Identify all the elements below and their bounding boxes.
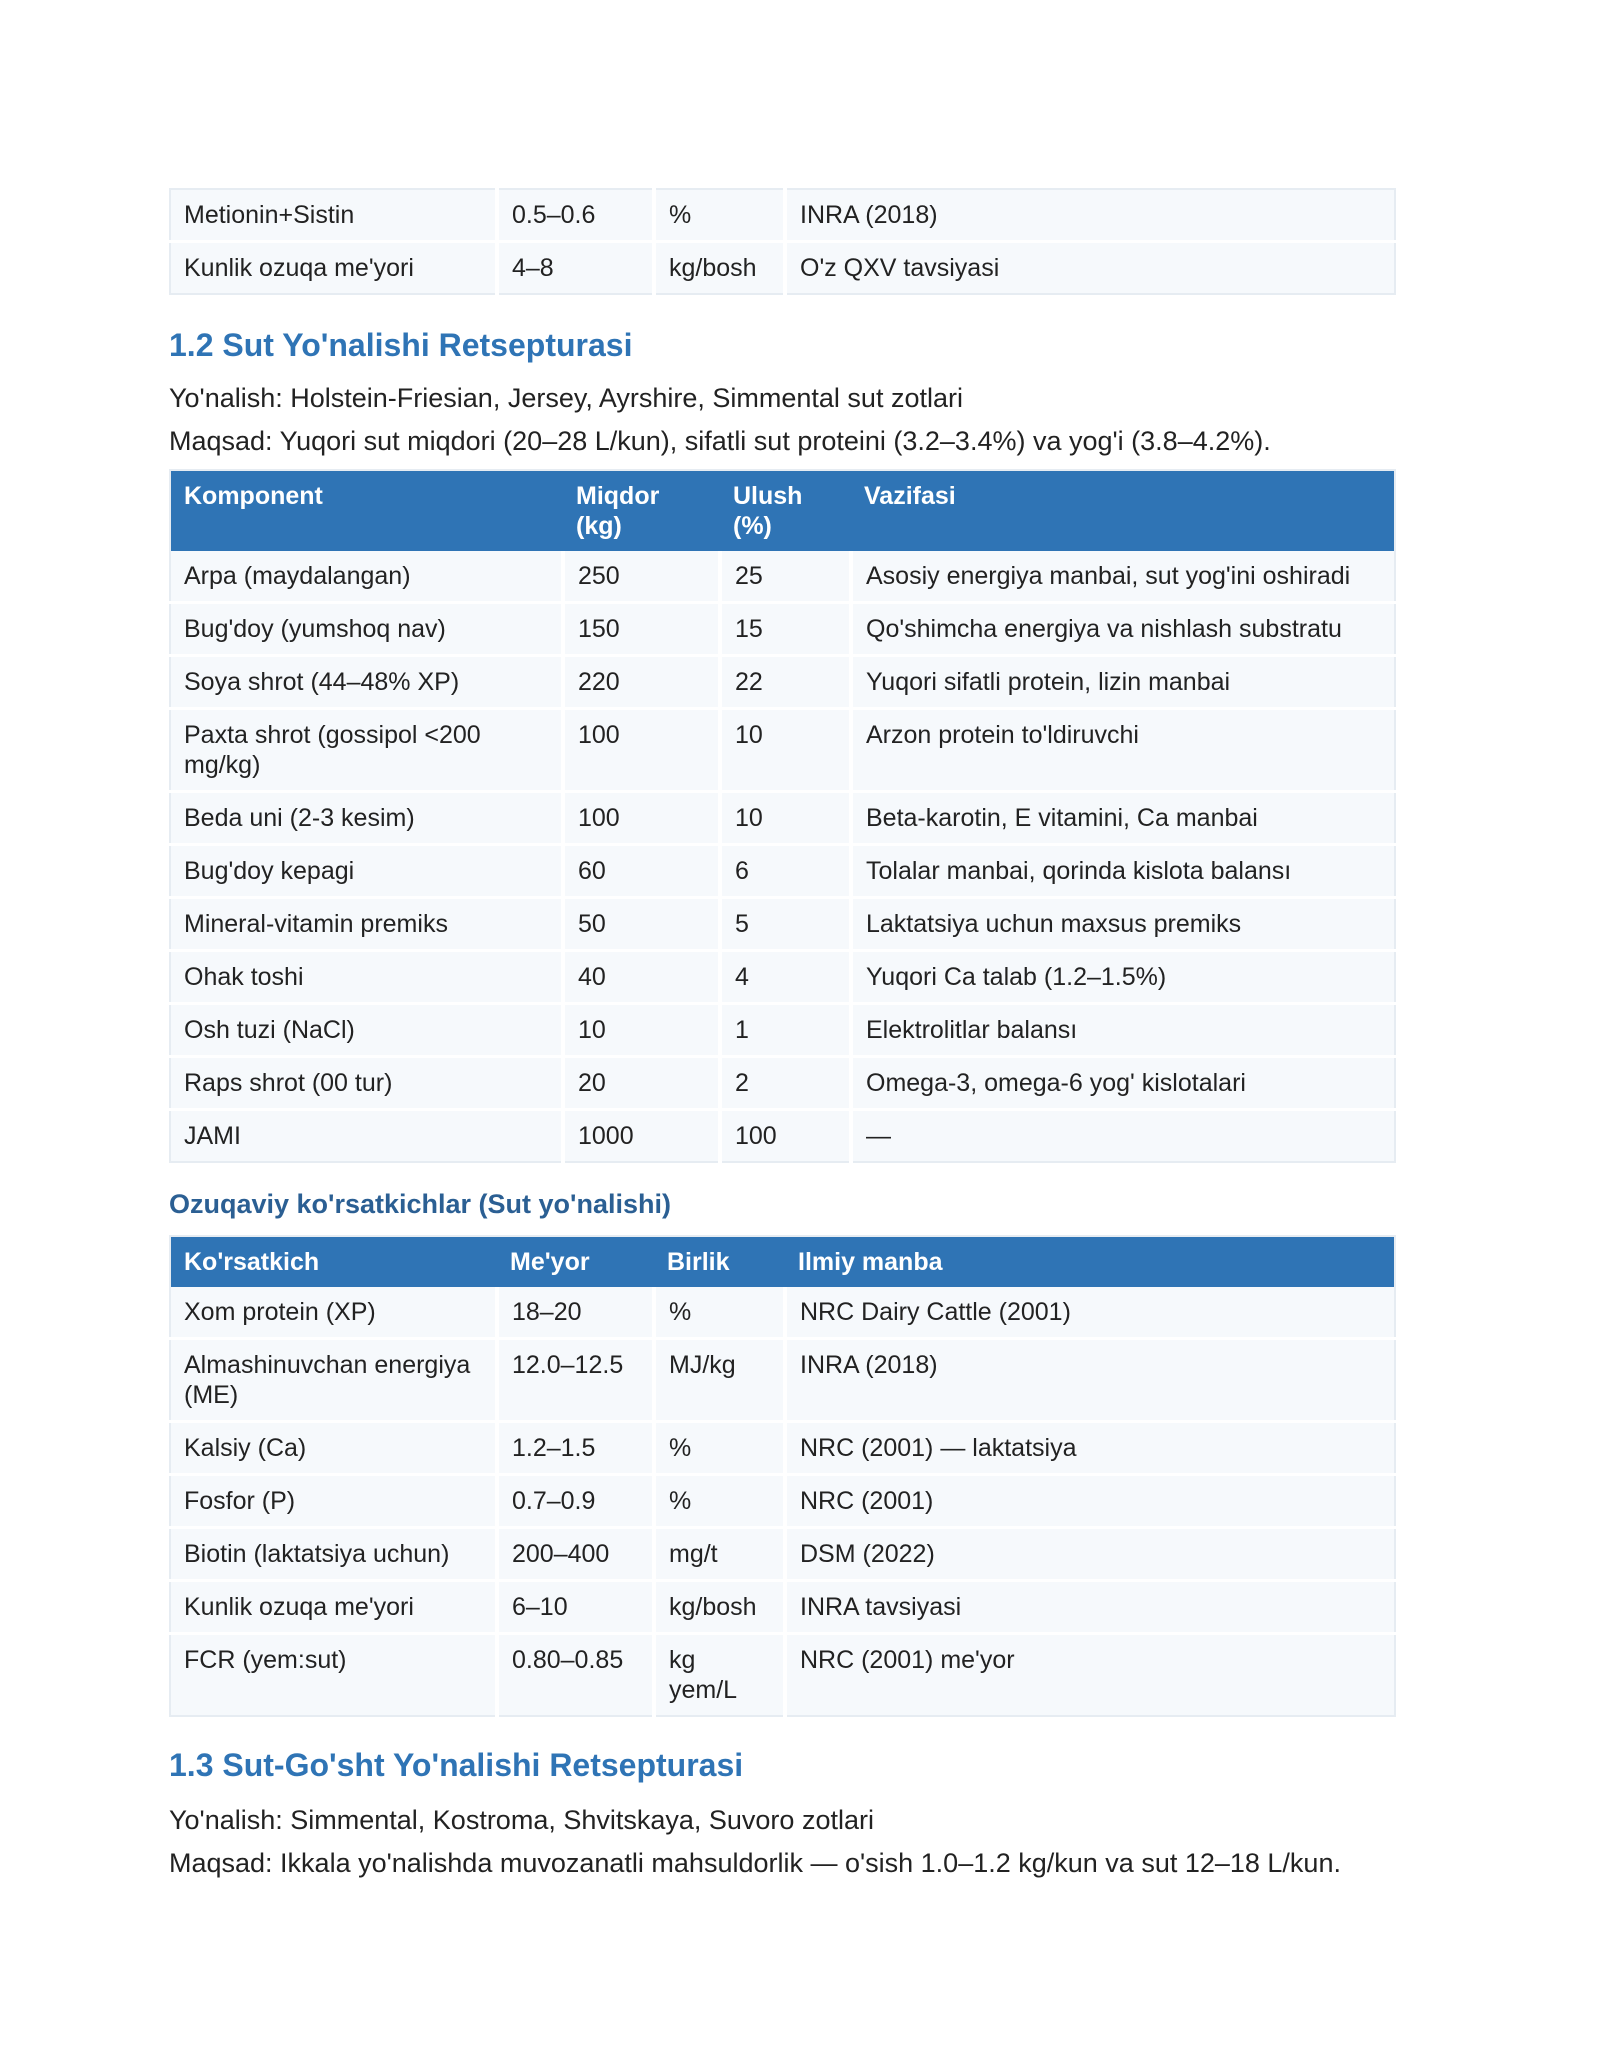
column-header: Vazifasi <box>851 470 1395 551</box>
recipe-table <box>169 469 1396 1163</box>
table-cell: % <box>654 1287 785 1339</box>
table-cell: NRC (2001) me'yor <box>785 1634 1395 1717</box>
table-cell: NRC (2001) <box>785 1475 1395 1528</box>
table-cell: INRA tavsiyasi <box>785 1581 1395 1634</box>
table-cell: Asosiy energiya manbai, sut yog'ini oshiradi <box>851 551 1395 603</box>
table-row <box>170 792 1395 845</box>
table-cell: INRA (2018) <box>785 189 1395 242</box>
column-header: Me'yor <box>497 1236 654 1287</box>
table-cell: 200–400 <box>497 1528 654 1581</box>
table-cell: Kunlik ozuqa me'yori <box>170 242 497 295</box>
table-cell: Arzon protein to'ldiruvchi <box>851 709 1395 792</box>
table-cell: Paxta shrot (gossipol <200 mg/kg) <box>170 709 563 792</box>
table-cell: Bug'doy kepagi <box>170 845 563 898</box>
table-cell: 100 <box>563 792 720 845</box>
table-row <box>170 603 1395 656</box>
goal-text-1-2: Maqsad: Yuqori sut miqdori (20–28 L/kun), sifatli sut proteini (3.2–3.4%) va yog'i (3.8–4.2%). <box>169 426 1271 456</box>
section-title-1-3: 1.3 Sut-Go'sht Yo'nalishi Retsepturasi <box>169 1747 744 1783</box>
table-cell: DSM (2022) <box>785 1528 1395 1581</box>
table-cell: Kalsiy (Ca) <box>170 1422 497 1475</box>
table-row <box>170 1422 1395 1475</box>
table-cell: 250 <box>563 551 720 603</box>
table-cell: FCR (yem:sut) <box>170 1634 497 1717</box>
table-cell: 2 <box>720 1057 851 1110</box>
table-cell: Fosfor (P) <box>170 1475 497 1528</box>
table-row <box>170 1004 1395 1057</box>
table-cell: O'z QXV tavsiyasi <box>785 242 1395 295</box>
column-header: Komponent <box>170 470 563 551</box>
table-cell: kg/bosh <box>654 1581 785 1634</box>
table-row <box>170 1110 1395 1163</box>
table-row <box>170 1475 1395 1528</box>
table-cell: Raps shrot (00 tur) <box>170 1057 563 1110</box>
table-cell: 10 <box>720 792 851 845</box>
table-cell: Tolalar manbai, qorinda kislota balansı <box>851 845 1395 898</box>
goal-text-1-3: Maqsad: Ikkala yo'nalishda muvozanatli mahsuldorlik — o'sish 1.0–1.2 kg/kun va sut 12–18 L/kun. <box>169 1848 1341 1878</box>
column-header: Ulush (%) <box>720 470 851 551</box>
table-cell: MJ/kg <box>654 1339 785 1422</box>
table-cell: 40 <box>563 951 720 1004</box>
table-cell: 1 <box>720 1004 851 1057</box>
table-cell: 100 <box>563 709 720 792</box>
table-row <box>170 951 1395 1004</box>
nutrition-section-title: Ozuqaviy ko'rsatkichlar (Sut yo'nalishi) <box>169 1189 671 1219</box>
table-cell: 60 <box>563 845 720 898</box>
table-cell: 100 <box>720 1110 851 1163</box>
table-cell: Soya shrot (44–48% XP) <box>170 656 563 709</box>
table-cell: 50 <box>563 898 720 951</box>
table-cell: mg/t <box>654 1528 785 1581</box>
table-cell: Metionin+Sistin <box>170 189 497 242</box>
table-row <box>170 1287 1395 1339</box>
page-content <box>169 188 1394 1885</box>
table-row <box>170 656 1395 709</box>
table-row <box>170 1057 1395 1110</box>
table-cell: 15 <box>720 603 851 656</box>
table-row <box>170 898 1395 951</box>
table-cell: 25 <box>720 551 851 603</box>
table-cell: 4–8 <box>497 242 654 295</box>
table-cell: Beta-karotin, E vitamini, Ca manbai <box>851 792 1395 845</box>
table-cell: 4 <box>720 951 851 1004</box>
table-cell: INRA (2018) <box>785 1339 1395 1422</box>
table-cell: Yuqori sifatli protein, lizin manbai <box>851 656 1395 709</box>
table-cell: Laktatsiya uchun maxsus premiks <box>851 898 1395 951</box>
table-cell: 6 <box>720 845 851 898</box>
table-row <box>170 845 1395 898</box>
table-row <box>170 551 1395 603</box>
table-cell: % <box>654 1475 785 1528</box>
table-cell: % <box>654 189 785 242</box>
section-title-1-2: 1.2 Sut Yo'nalishi Retsepturasi <box>169 327 633 363</box>
table-cell: 20 <box>563 1057 720 1110</box>
table-cell: 0.80–0.85 <box>497 1634 654 1717</box>
table-cell: 6–10 <box>497 1581 654 1634</box>
table-cell: Mineral-vitamin premiks <box>170 898 563 951</box>
table-row <box>170 1634 1395 1717</box>
direction-text-1-3: Yo'nalish: Simmental, Kostroma, Shvitskaya, Suvoro zotlari <box>169 1805 874 1835</box>
column-header: Ko'rsatkich <box>170 1236 497 1287</box>
table-cell: 1.2–1.5 <box>497 1422 654 1475</box>
table-cell: 1000 <box>563 1110 720 1163</box>
table-cell: kg/bosh <box>654 242 785 295</box>
table-cell: 150 <box>563 603 720 656</box>
table-cell: Elektrolitlar balansı <box>851 1004 1395 1057</box>
table-cell: NRC Dairy Cattle (2001) <box>785 1287 1395 1339</box>
table-cell: Qo'shimcha energiya va nishlash substratu <box>851 603 1395 656</box>
column-header: Birlik <box>654 1236 785 1287</box>
table-cell: 10 <box>720 709 851 792</box>
table-row <box>170 1528 1395 1581</box>
table-cell: Xom protein (XP) <box>170 1287 497 1339</box>
table-row <box>170 709 1395 792</box>
table-cell: % <box>654 1422 785 1475</box>
table-cell: Biotin (laktatsiya uchun) <box>170 1528 497 1581</box>
table-cell: 12.0–12.5 <box>497 1339 654 1422</box>
table-cell: JAMI <box>170 1110 563 1163</box>
table-row <box>170 189 1395 242</box>
table-cell: Osh tuzi (NaCl) <box>170 1004 563 1057</box>
table-cell: 5 <box>720 898 851 951</box>
column-header: Ilmiy manba <box>785 1236 1395 1287</box>
table-cell: Yuqori Ca talab (1.2–1.5%) <box>851 951 1395 1004</box>
nutrition-table <box>169 1235 1396 1717</box>
table-cell: Bug'doy (yumshoq nav) <box>170 603 563 656</box>
table-cell: Ohak toshi <box>170 951 563 1004</box>
nutrition-table-header <box>170 1236 1395 1287</box>
table-row <box>170 242 1395 295</box>
table-cell: Beda uni (2-3 kesim) <box>170 792 563 845</box>
table-row <box>170 1581 1395 1634</box>
table-cell: 10 <box>563 1004 720 1057</box>
table-cell: 22 <box>720 656 851 709</box>
table-cell: Almashinuvchan energiya (ME) <box>170 1339 497 1422</box>
table-cell: Arpa (maydalangan) <box>170 551 563 603</box>
table-row <box>170 1339 1395 1422</box>
column-header: Miqdor (kg) <box>563 470 720 551</box>
table-cell: 18–20 <box>497 1287 654 1339</box>
table-cell: Kunlik ozuqa me'yori <box>170 1581 497 1634</box>
table-cell: kg yem/L <box>654 1634 785 1717</box>
table-cell: 0.7–0.9 <box>497 1475 654 1528</box>
recipe-table-header <box>170 470 1395 551</box>
table-cell: 0.5–0.6 <box>497 189 654 242</box>
table-cell: 220 <box>563 656 720 709</box>
table-cell: NRC (2001) — laktatsiya <box>785 1422 1395 1475</box>
table-cell: Omega-3, omega-6 yog' kislotalari <box>851 1057 1395 1110</box>
table-cell: — <box>851 1110 1395 1163</box>
prev-nutrition-table-continued <box>169 188 1396 295</box>
direction-text-1-2: Yo'nalish: Holstein-Friesian, Jersey, Ayrshire, Simmental sut zotlari <box>169 383 963 413</box>
